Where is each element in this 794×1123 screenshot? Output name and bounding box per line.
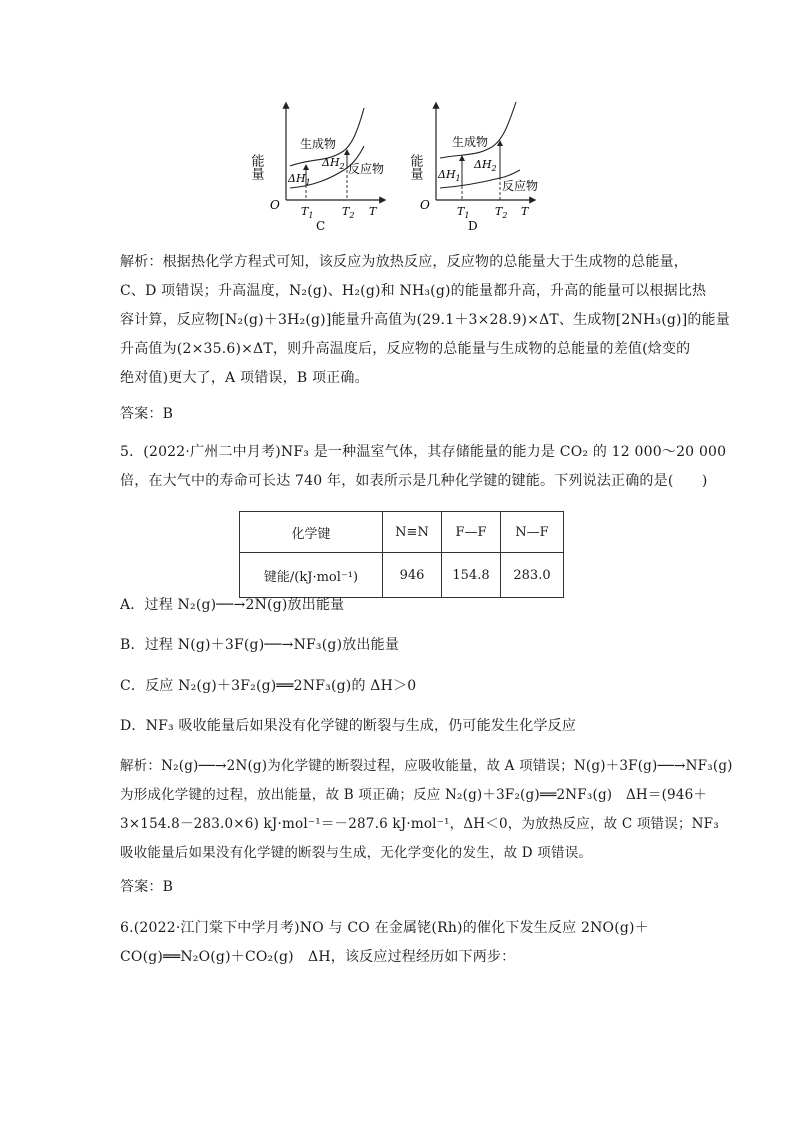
- analysis-q5: [120, 752, 733, 868]
- question-6-line: 6.(2022·江门棠下中学月考)NO 与 CO 在金属铑(Rh)的催化下发生反应 2NO(g)＋: [120, 920, 649, 936]
- analysis-q4-line: 升高值为(2×35.6)×ΔT，则升高温度后，反应物的总能量与生成物的总能量的差值(焓变的: [120, 341, 691, 357]
- energy-graph-c: [250, 96, 390, 236]
- dh1-label: $\Delta H_1$: [438, 168, 461, 183]
- analysis-q5-line: 解析：N₂(g)──→2N(g)为化学键的断裂过程，应吸收能量，故 A 项错误；N(g)＋3F(g)──→NF₃(g): [120, 758, 733, 774]
- product-curve: [440, 102, 516, 158]
- x-axis-label: T: [521, 205, 529, 218]
- analysis-q4-line: 解析：根据热化学方程式可知，该反应为放热反应，反应物的总能量大于生成物的总能量，: [120, 254, 688, 270]
- answer-q5: 答案：B: [120, 879, 174, 895]
- table-cell: 283.0: [501, 553, 564, 598]
- question-5-line: 5．(2022·广州二中月考)NF₃ 是一种温室气体，其存储能量的能力是 CO₂ 的 12 000～20 000: [120, 444, 727, 460]
- dh2-label: $\Delta H_2$: [474, 158, 497, 173]
- table-cell: F—F: [442, 512, 501, 553]
- analysis-q4-line: C、D 项错误；升高温度，N₂(g)、H₂(g)和 NH₃(g)的能量都升高，升高的能量可以根据比热: [120, 283, 707, 299]
- analysis-q5-line: 为形成化学键的过程，放出能量，故 B 项正确；反应 N₂(g)＋3F₂(g)══2NF₃(g) ΔH＝(946＋: [120, 787, 708, 803]
- answer-q4: 答案：B: [120, 406, 174, 422]
- table-cell: N≡N: [383, 512, 442, 553]
- reactant-label: 反应物: [502, 179, 539, 193]
- t2-label: $T_2$: [495, 205, 508, 220]
- t1-label: $T_1$: [301, 205, 314, 220]
- option-c: C．反应 N₂(g)＋3F₂(g)══2NF₃(g)的 ΔH＞0: [120, 678, 417, 694]
- x-axis-label: T: [369, 205, 377, 218]
- reactant-label: 反应物: [348, 162, 385, 176]
- table-cell: 化学键: [240, 512, 383, 553]
- graph-letter: C: [316, 219, 326, 233]
- table-header-row: [240, 512, 564, 553]
- product-label: 生成物: [452, 135, 489, 149]
- energy-graph-d: [407, 96, 555, 236]
- question-5-line: 倍，在大气中的寿命可长达 740 年，如表所示是几种化学键的键能。下列说法正确的是( ): [120, 473, 708, 489]
- analysis-q5-line: 3×154.8－283.0×6) kJ·mol⁻¹＝－287.6 kJ·mol⁻¹，ΔH＜0，为放热反应，故 C 项错误；NF₃: [120, 816, 719, 832]
- analysis-q4-line: 容计算，反应物[N₂(g)＋3H₂(g)]能量升高值为(29.1＋3×28.9)×ΔT、生成物[2NH₃(g)]的能量: [120, 312, 730, 328]
- t2-label: $T_2$: [342, 205, 355, 220]
- table-cell: 154.8: [442, 553, 501, 598]
- dh1-label: $\Delta H_1$: [288, 172, 311, 187]
- question-5: [120, 438, 727, 496]
- option-a: A．过程 N₂(g)──→2N(g)放出能量: [120, 597, 345, 613]
- y-axis-label: 能量: [407, 154, 423, 180]
- option-d: D．NF₃ 吸收能量后如果没有化学键的断裂与生成，仍可能发生化学反应: [120, 718, 577, 734]
- analysis-q5-line: 吸收能量后如果没有化学键的断裂与生成，无化学变化的发生，故 D 项错误。: [120, 845, 593, 861]
- question-6-line: CO(g)══N₂O(g)＋CO₂(g) ΔH，该反应过程经历如下两步：: [120, 949, 516, 965]
- graph-letter: D: [468, 219, 478, 233]
- y-axis-label: 能量: [248, 154, 264, 180]
- product-label: 生成物: [300, 137, 337, 151]
- bond-energy-table: [239, 511, 564, 598]
- analysis-q4-line: 绝对值)更大了，A 项错误，B 项正确。: [120, 370, 369, 386]
- analysis-q4: [120, 248, 730, 393]
- option-b: B．过程 N(g)＋3F(g)──→NF₃(g)放出能量: [120, 637, 400, 653]
- table-cell: N—F: [501, 512, 564, 553]
- question-6: [120, 914, 680, 972]
- dh2-label: $\Delta H_2$: [322, 156, 345, 171]
- t1-label: $T_1$: [457, 205, 470, 220]
- table-cell: 键能/(kJ·mol⁻¹): [240, 553, 383, 598]
- table-cell: 946: [383, 553, 442, 598]
- origin-label: O: [270, 198, 280, 212]
- origin-label: O: [420, 198, 430, 212]
